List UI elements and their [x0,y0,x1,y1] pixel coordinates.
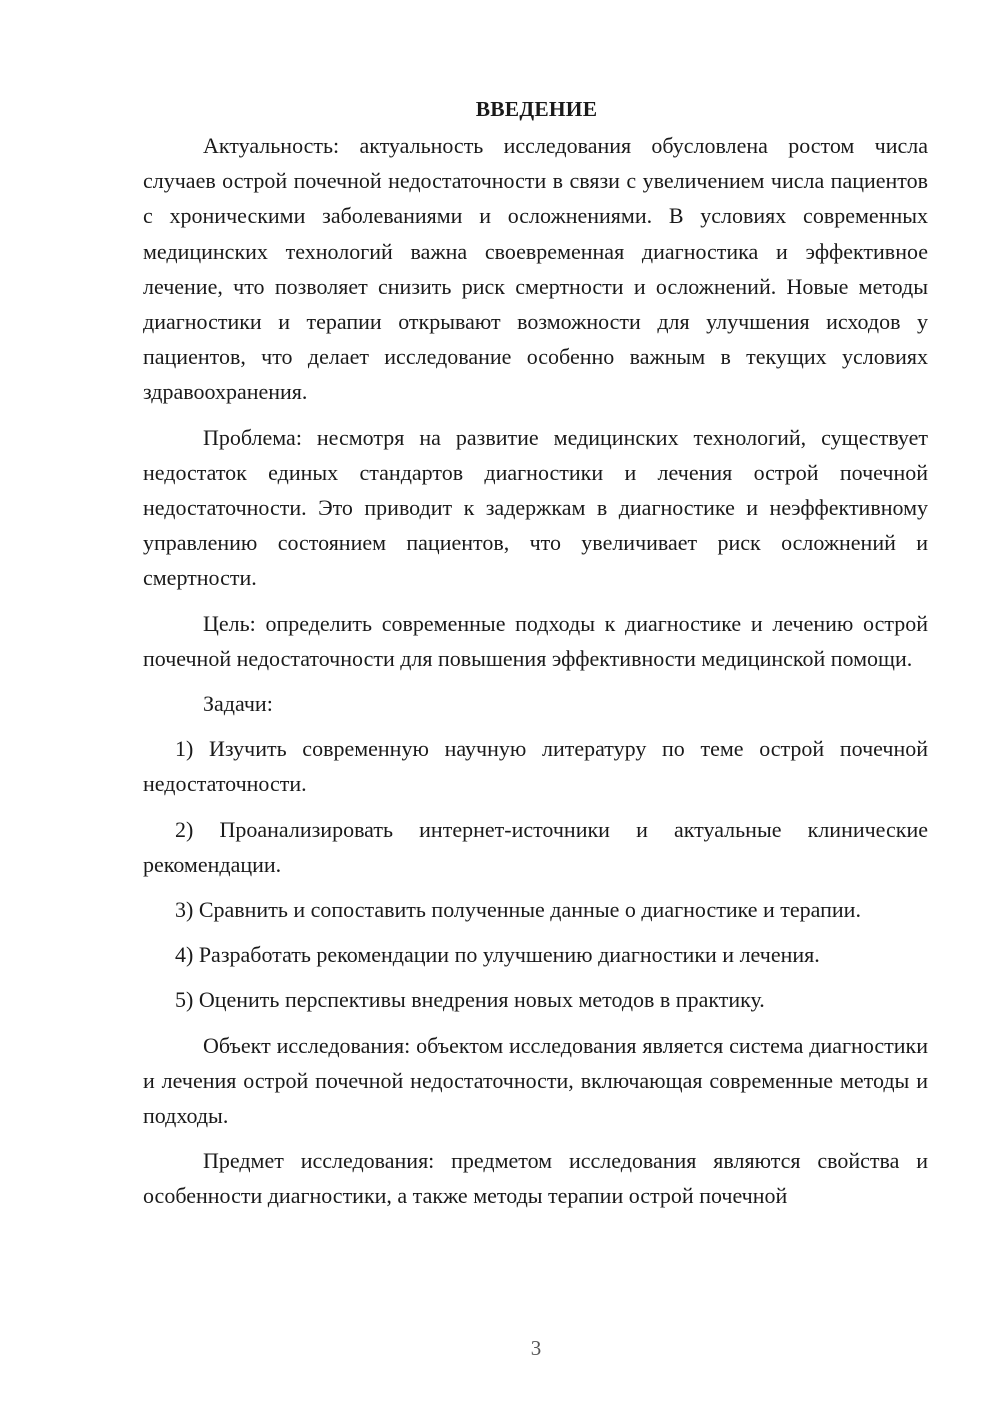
task-item: 5) Оценить перспективы внедрения новых методов в практику. [175,987,765,1013]
task-item: 3) Сравнить и сопоставить полученные данные о диагностике и терапии. [175,897,861,923]
paragraph-goal: Цель: определить современные подходы к диагностике и лечению острой почечной недостаточности для повышения эффективности медицинской помощи. [143,610,928,671]
paragraph-tasks-heading: Задачи: [203,691,273,717]
page-number: 3 [530,1336,542,1360]
section-title: ВВЕДЕНИЕ [475,97,598,121]
paragraph-problem: Проблема: несмотря на развитие медицинских технологий, существует недостаток единых стандартов диагностики и лечения острой почечной недостаточности. Это приводит к задержкам в диагностике и неэффективному управлению состоянием пациентов, что увеличивает риск осложнений и смертности. [143,424,928,591]
task-item: 4) Разработать рекомендации по улучшению диагностики и лечения. [175,942,820,968]
task-item: 1) Изучить современную научную литературу по теме острой почечной недостаточности. [143,736,928,797]
paragraph-relevance: Актуальность: актуальность исследования обусловлена ростом числа случаев острой почечной недостаточности в связи с увеличением числа пациентов с хроническими заболеваниями и осложнениями. В условиях современных медицинских технологий важна своевременная диагностика и эффективное лечение, что позволяет снизить риск смертности и осложнений. Новые методы диагностики и терапии открывают возможности для улучшения исходов у пациентов, что делает исследование особенно важным в текущих условиях здравоохранения. [143,133,928,405]
paragraph-object: Объект исследования: объектом исследования является система диагностики и лечения острой почечной недостаточности, включающая современные методы и подходы. [143,1032,928,1129]
paragraph-subject: Предмет исследования: предметом исследования являются свойства и особенности диагностики, а также методы терапии острой почечной [143,1148,928,1209]
task-item: 2) Проанализировать интернет-источники и актуальные клинические рекомендации. [143,816,928,877]
document-page [143,92,928,1224]
